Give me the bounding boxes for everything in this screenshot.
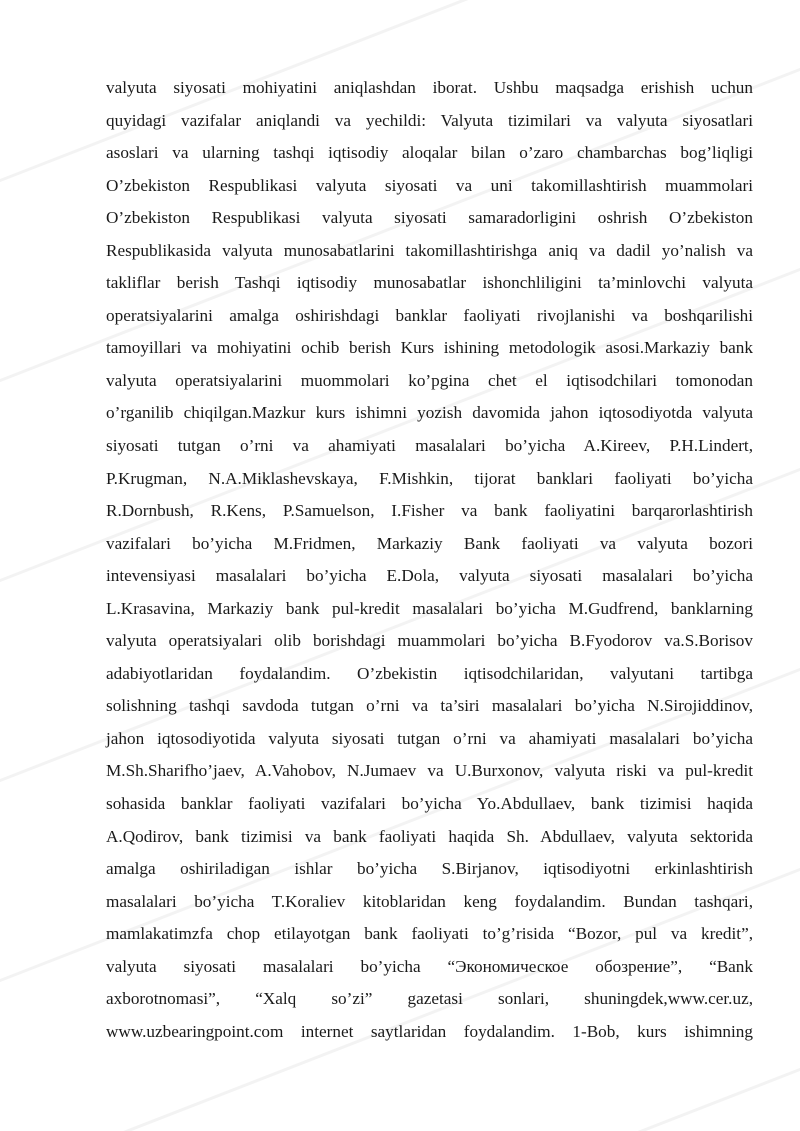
text-line: operatsiyalarini amalga oshirishdagi banklar faoliyati rivojlanishi va boshqarilishi <box>106 305 753 325</box>
text-line: takliflar berish Tashqi iqtisodiy munosabatlar ishonchliligini ta’minlovchi valyuta <box>106 273 753 293</box>
text-line: asoslari va ularning tashqi iqtisodiy aloqalar bilan o’zaro chambarchas bog’liqligi <box>106 143 753 163</box>
text-line: A.Qodirov, bank tizimisi va bank faoliyati haqida Sh. Abdullaev, valyuta sektorida <box>106 826 753 846</box>
text-line: sohasida banklar faoliyati vazifalari bo’yicha Yo.Abdullaev, bank tizimisi haqida <box>106 794 753 814</box>
text-line: L.Krasavina, Markaziy bank pul-kredit masalalari bo’yicha M.Gudfrend, banklarning <box>106 598 753 618</box>
text-line: valyuta operatsiyalarini muommolari ko’pgina chet el iqtisodchilari tomonodan <box>106 370 753 390</box>
text-line: R.Dornbush, R.Kens, P.Samuelson, I.Fisher va bank faoliyatini barqarorlashtirish <box>106 501 753 521</box>
text-line: tamoyillari va mohiyatini ochib berish Kurs ishining metodologik asosi.Markaziy bank <box>106 338 753 358</box>
text-line: siyosati tutgan o’rni va ahamiyati masalalari bo’yicha A.Kireev, P.H.Lindert, <box>106 436 753 456</box>
text-line: Respublikasida valyuta munosabatlarini takomillashtirishga aniq va dadil yo’nalish va <box>106 240 753 260</box>
text-line: valyuta siyosati masalalari bo’yicha “Экономическое обозрение”, “Bank <box>106 956 753 976</box>
body-text <box>106 72 753 1048</box>
text-line: O’zbekiston Respublikasi valyuta siyosati va uni takomillashtirish muammolari <box>106 175 753 195</box>
text-line: www.uzbearingpoint.com internet saytlaridan foydalandim. 1-Bob, kurs ishimning <box>106 1021 753 1041</box>
text-line: valyuta siyosati mohiyatini aniqlashdan iborat. Ushbu maqsadga erishish uchun <box>106 78 753 97</box>
text-line: quyidagi vazifalar aniqlandi va yechildi: Valyuta tizimilari va valyuta siyosatlari <box>106 110 753 130</box>
text-line: vazifalari bo’yicha M.Fridmen, Markaziy Bank faoliyati va valyuta bozori <box>106 533 753 553</box>
text-line: O’zbekiston Respublikasi valyuta siyosati samaradorligini oshrish O’zbekiston <box>106 208 753 228</box>
text-line: axborotnomasi”, “Xalq so’zi” gazetasi sonlari, shuningdek,www.cer.uz, <box>106 989 753 1009</box>
text-line: adabiyotlaridan foydalandim. O’zbekistin iqtisodchilaridan, valyutani tartibga <box>106 663 753 683</box>
text-line: M.Sh.Sharifho’jaev, A.Vahobov, N.Jumaev va U.Burxonov, valyuta riski va pul-kredit <box>106 761 753 781</box>
text-line: mamlakatimzfa chop etilayotgan bank faoliyati to’g’risida “Bozor, pul va kredit”, <box>106 924 753 944</box>
text-line: intevensiyasi masalalari bo’yicha E.Dola, valyuta siyosati masalalari bo’yicha <box>106 566 753 586</box>
text-line: masalalari bo’yicha T.Koraliev kitoblaridan keng foydalandim. Bundan tashqari, <box>106 891 753 911</box>
text-line: jahon iqtosodiyotida valyuta siyosati tutgan o’rni va ahamiyati masalalari bo’yicha <box>106 728 753 748</box>
text-line: solishning tashqi savdoda tutgan o’rni va ta’siri masalalari bo’yicha N.Sirojiddinov, <box>106 696 753 716</box>
text-line: o’rganilib chiqilgan.Mazkur kurs ishimni yozish davomida jahon iqtosodiyotda valyuta <box>106 403 753 423</box>
text-line: amalga oshiriladigan ishlar bo’yicha S.Birjanov, iqtisodiyotni erkinlashtirish <box>106 859 753 879</box>
text-line: valyuta operatsiyalari olib borishdagi muammolari bo’yicha B.Fyodorov va.S.Borisov <box>106 631 753 651</box>
text-line: P.Krugman, N.A.Miklashevskaya, F.Mishkin, tijorat banklari faoliyati bo’yicha <box>106 468 753 488</box>
